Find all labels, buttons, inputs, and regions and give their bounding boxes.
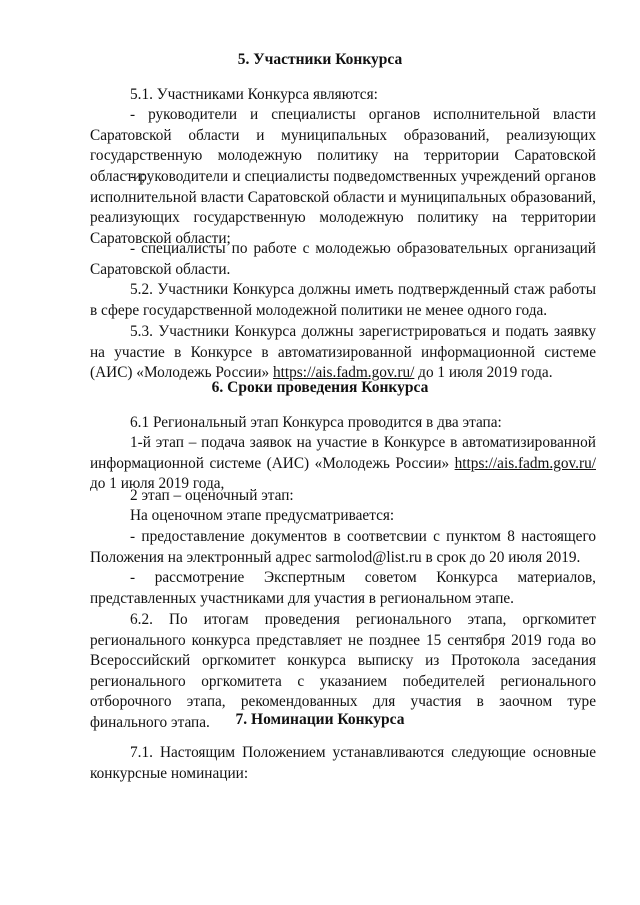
- paragraph-6-1-item-2: - рассмотрение Экспертным советом Конкурса материалов, представленных участниками для участия в региональном этапе.: [90, 569, 596, 607]
- paragraph-6-1-intro: На оценочном этапе предусматривается:: [130, 507, 395, 524]
- stage-1-text: 1-й этап – подача заявок на участие в Конкурсе в автоматизированной информационной системе (АИС) «Молодежь России»: [90, 434, 596, 472]
- ais-link-2[interactable]: https://ais.fadm.gov.ru/: [454, 454, 596, 472]
- paragraph-5-3-tail: до 1 июля 2019 года.: [414, 364, 553, 381]
- ais-link[interactable]: https://ais.fadm.gov.ru/: [273, 364, 415, 381]
- paragraph-6-1-item-1: - предоставление документов в соответсвии с пунктом 8 настоящего Положения на электронный адрес sarmolod@list.ru в срок до 20 июля 2019.: [90, 528, 596, 566]
- paragraph-5-1: 5.1. Участниками Конкурса являются:: [130, 86, 378, 103]
- paragraph-5-3-text: 5.3. Участники Конкурса должны зарегистрироваться и подать заявку на участие в Конкурсе в автоматизированной информационной системе (АИС) «Молодежь России»: [90, 323, 596, 381]
- paragraph-5-1-item-1: - руководители и специалисты органов исполнительной власти Саратовской области и муниципальных образований, реализующих государственную молодежную политику на территории Саратовской области;: [90, 106, 596, 185]
- paragraph-6-2: 6.2. По итогам проведения регионального этапа, оргкомитет регионального конкурса представляет не позднее 15 сентября 2019 года во Всероссийский оргкомитет конкурса выписку из Протокола заседания регионального оргкомитета с указанием победителей регионального отборочного этапа, рекомендованных для участия в заочном туре финального этапа.: [90, 611, 596, 731]
- paragraph-7-1: 7.1. Настоящим Положением устанавливаются следующие основные конкурсные номинации:: [90, 744, 596, 782]
- paragraph-5-3: [90, 322, 596, 384]
- paragraph-6-1: 6.1 Региональный этап Конкурса проводится в два этапа:: [130, 414, 502, 431]
- paragraph-5-1-item-2: - руководители и специалисты подведомственных учреждений органов исполнительной власти Саратовской области и муниципальных образований, реализующих государственную молодежную политику на территории Саратовской области;: [90, 168, 596, 247]
- section-6-title: 6. Сроки проведения Конкурса: [211, 379, 429, 396]
- stage-1-tail: до 1 июля 2019 года,: [90, 475, 225, 492]
- section-7-title: 7. Номинации Конкурса: [235, 711, 405, 728]
- paragraph-6-1-stage-2: 2 этап – оценочный этап:: [130, 487, 294, 504]
- paragraph-5-1-item-3: - специалисты по работе с молодежью образовательных организаций Саратовской области.: [90, 240, 596, 278]
- paragraph-5-2: 5.2. Участники Конкурса должны иметь подтвержденный стаж работы в сфере государственной молодежной политики не менее одного года.: [90, 281, 596, 319]
- section-5-title: 5. Участники Конкурса: [237, 51, 403, 68]
